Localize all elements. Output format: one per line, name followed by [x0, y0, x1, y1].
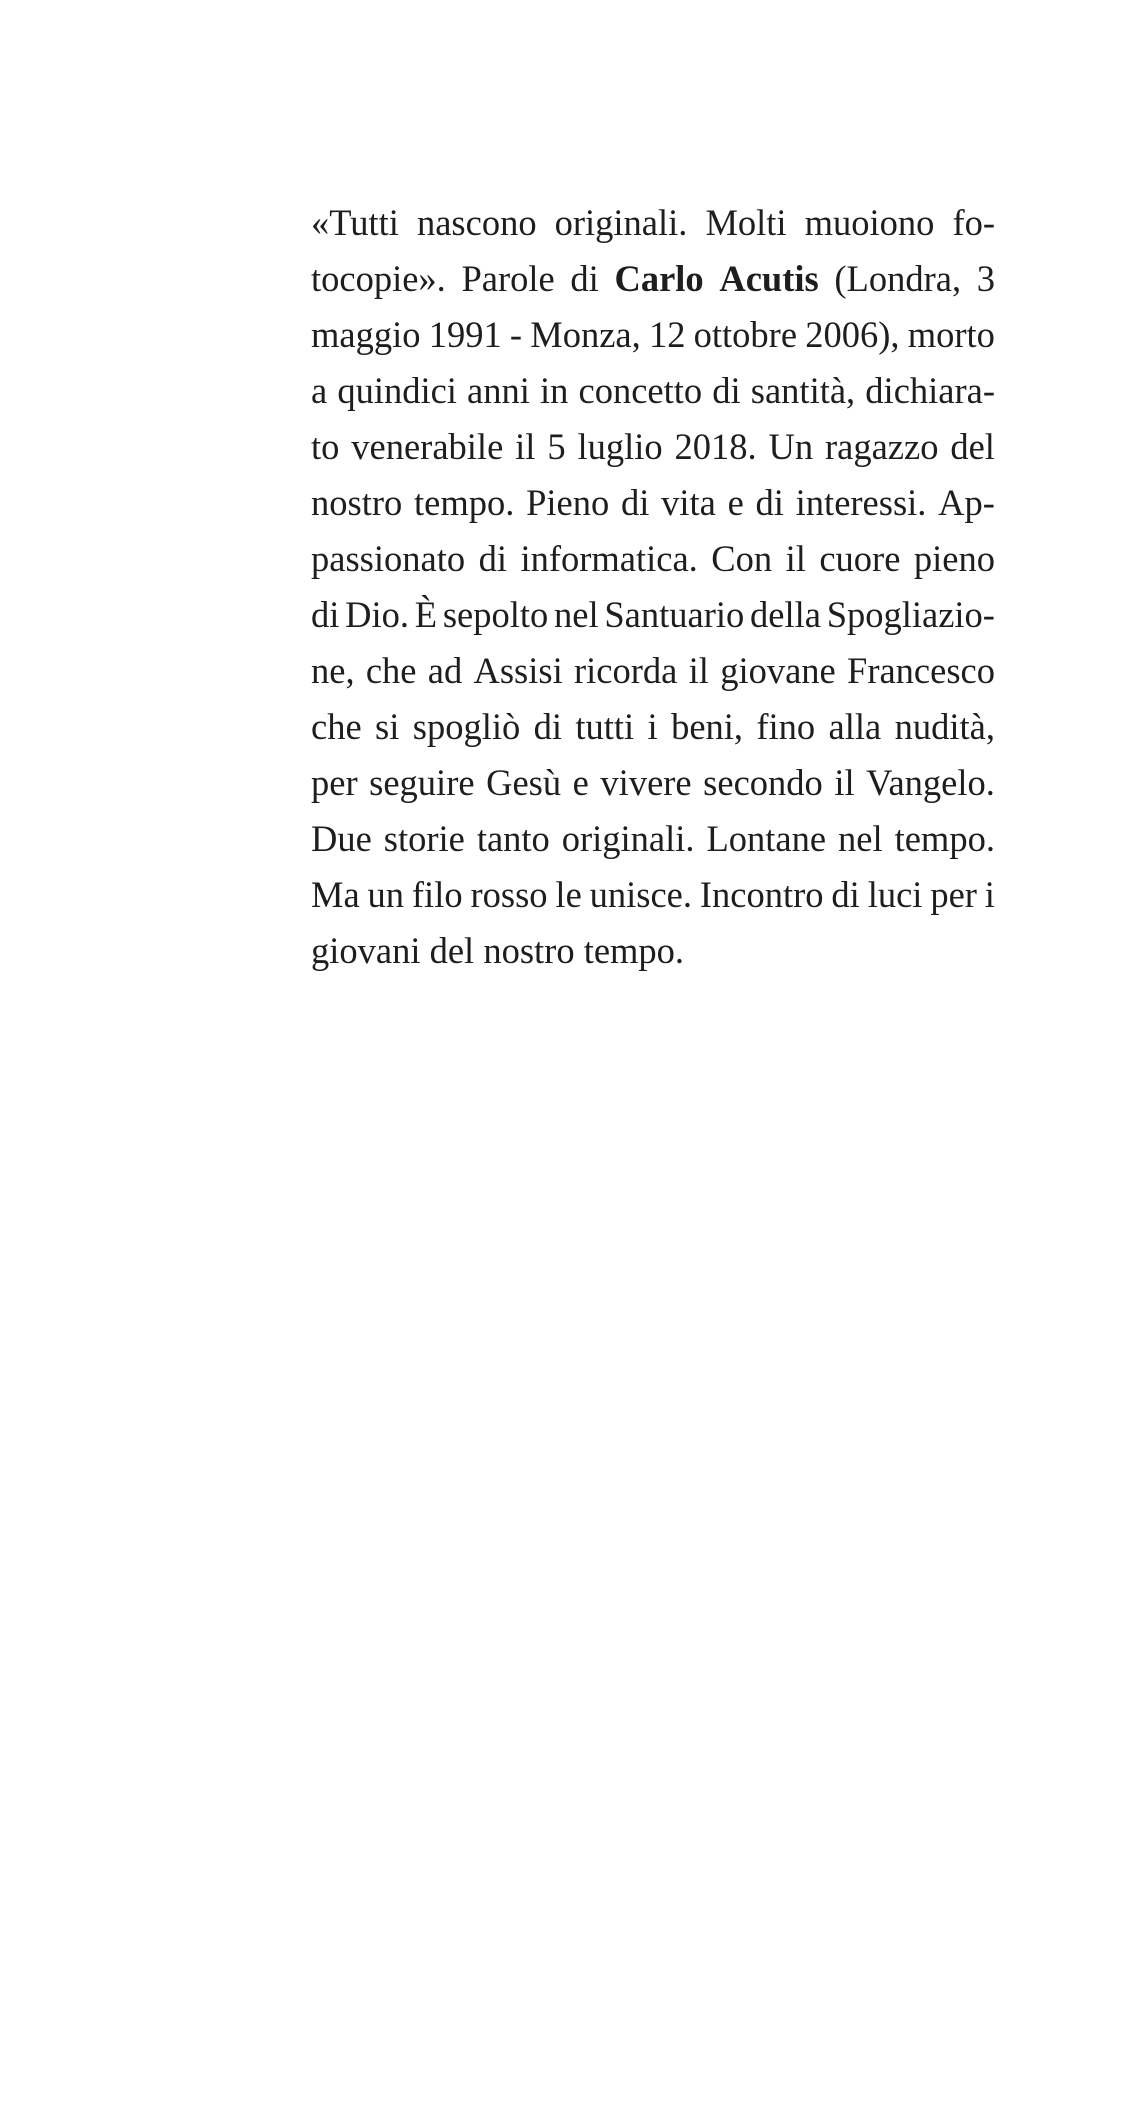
word: di [311, 594, 340, 635]
word: vita [661, 482, 716, 523]
word: fino [756, 706, 816, 747]
word: e [572, 762, 589, 803]
word: a [311, 370, 328, 411]
word: i [647, 706, 658, 747]
word: concetto [578, 370, 703, 411]
word: luglio [577, 426, 663, 467]
word: 1991 [428, 314, 502, 355]
word: Ap- [938, 482, 995, 523]
word: Incontro [699, 874, 824, 915]
text-line [311, 867, 995, 923]
word: Spogliazio- [826, 594, 995, 635]
word: 5 [547, 426, 566, 467]
word: giovani [311, 930, 421, 971]
word: alla [828, 706, 882, 747]
word: Vangelo. [866, 762, 995, 803]
word: 12 [648, 314, 686, 355]
word: il [688, 650, 709, 691]
word: to [311, 426, 340, 467]
word: di [620, 482, 650, 523]
word: di [570, 258, 599, 299]
text-line [311, 643, 995, 699]
word: seguire [369, 762, 475, 803]
word: per [311, 762, 358, 803]
word: nel [554, 594, 599, 635]
text-line [311, 531, 995, 587]
text-line [311, 363, 995, 419]
word: Assisi [473, 650, 563, 691]
word: ragazzo [825, 426, 939, 467]
word: secondo [703, 762, 823, 803]
word: Francesco [847, 650, 995, 691]
word: filo [411, 874, 463, 915]
word: nostro [311, 482, 403, 523]
word: il [834, 762, 855, 803]
word: morto [907, 314, 995, 355]
word: le [555, 874, 582, 915]
word: (Londra, [834, 258, 962, 299]
word: Santuario [604, 594, 745, 635]
word: passionato [311, 538, 466, 579]
word: il [515, 426, 536, 467]
word: «Tutti [311, 202, 399, 243]
word: pieno [913, 538, 995, 579]
text-line [311, 195, 995, 251]
word: fo- [952, 202, 995, 243]
word: il [785, 538, 806, 579]
word: Monza, [530, 314, 641, 355]
word: di [712, 370, 741, 411]
word: Gesù [486, 762, 562, 803]
word: originali. [561, 818, 695, 859]
word: dichiara- [865, 370, 995, 411]
word: tempo. [583, 930, 685, 971]
word: quindici [337, 370, 457, 411]
word: per [930, 874, 977, 915]
word: nascono [416, 202, 537, 243]
word: di [755, 482, 784, 523]
word: Ma [311, 874, 360, 915]
word: cuore [819, 538, 901, 579]
text-line [311, 923, 995, 979]
word: nel [838, 818, 883, 859]
word: i [984, 874, 995, 915]
word: Pieno [526, 482, 610, 523]
word: santità, [750, 370, 856, 411]
word: di [831, 874, 860, 915]
word: muoiono [804, 202, 935, 243]
word: venerabile [351, 426, 504, 467]
word: Un [768, 426, 814, 467]
word: rosso [470, 874, 548, 915]
word: originali. [554, 202, 688, 243]
word: Con [711, 538, 773, 579]
word: 3 [976, 258, 995, 299]
word: e [727, 482, 744, 523]
word: - [509, 314, 523, 355]
word: tempo. [413, 482, 515, 523]
author-name-first: Carlo [614, 258, 704, 299]
word: unisce. [589, 874, 693, 915]
word: giovane [720, 650, 836, 691]
word: interessi. [795, 482, 927, 523]
text-line [311, 475, 995, 531]
word: sepolto [442, 594, 549, 635]
word: beni, [671, 706, 744, 747]
word: Molti [705, 202, 787, 243]
word: nostro [483, 930, 575, 971]
word: che [365, 650, 417, 691]
word: 2006), [805, 314, 900, 355]
word: storie [383, 818, 465, 859]
text-line [311, 251, 995, 307]
word: si [375, 706, 400, 747]
word: tocopie». [311, 258, 446, 299]
word: di [478, 538, 507, 579]
text-line [311, 811, 995, 867]
word: ottobre [693, 314, 798, 355]
word: tanto [476, 818, 550, 859]
word: tutti [575, 706, 635, 747]
word: nudità, [894, 706, 995, 747]
word: in [540, 370, 569, 411]
word: Lontane [706, 818, 827, 859]
word: di [533, 706, 562, 747]
word: del [429, 930, 475, 971]
word: della [750, 594, 821, 635]
text-line [311, 307, 995, 363]
word: ricorda [574, 650, 678, 691]
word: luci [867, 874, 923, 915]
word: informatica. [520, 538, 698, 579]
word: del [950, 426, 995, 467]
text-line [311, 755, 995, 811]
word: vivere [600, 762, 692, 803]
word: un [367, 874, 405, 915]
word: che [311, 706, 362, 747]
body-paragraph [311, 195, 995, 979]
author-name-last: Acutis [719, 258, 819, 299]
word: maggio [311, 314, 421, 355]
word: È [414, 594, 438, 635]
word: ad [427, 650, 463, 691]
word: Parole [461, 258, 555, 299]
word: anni [467, 370, 530, 411]
word: Dio. [345, 594, 410, 635]
text-line [311, 419, 995, 475]
text-line [311, 699, 995, 755]
word: spogliò [412, 706, 521, 747]
word: tempo. [894, 818, 995, 859]
word: Due [311, 818, 372, 859]
text-line [311, 587, 995, 643]
word: 2018. [674, 426, 757, 467]
word: ne, [311, 650, 355, 691]
